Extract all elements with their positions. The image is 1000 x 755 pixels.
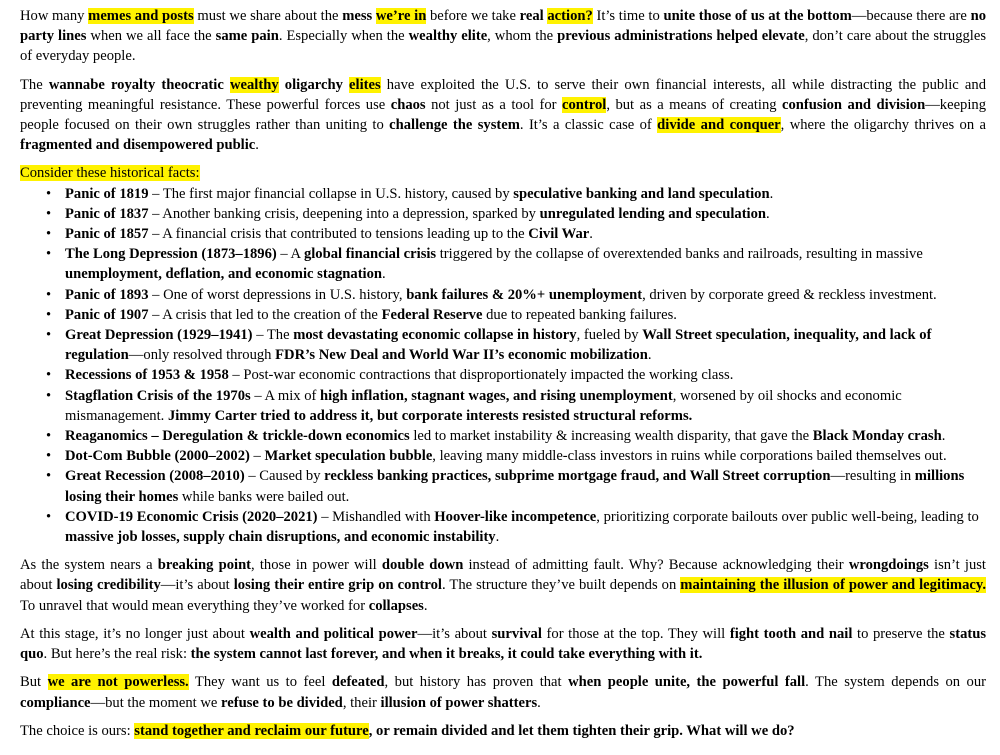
bold-phrase: Panic of 1819 — [65, 185, 149, 202]
historical-facts-list — [20, 184, 986, 548]
highlighted-bold-phrase: we’re in — [375, 8, 427, 24]
fact-list-item — [46, 507, 986, 547]
text-run: The — [20, 76, 49, 93]
bold-phrase: wrongdoings — [848, 557, 929, 574]
bold-phrase: The Long Depression (1873–1896) — [65, 246, 277, 263]
bold-phrase: Dot-Com Bubble (2000–2002) — [65, 448, 250, 465]
text-run: , but as a means of creating — [606, 96, 783, 113]
bold-phrase: speculative banking and land speculation — [513, 185, 770, 202]
text-run: – Mishandled with — [317, 508, 435, 525]
text-run: before we take — [426, 8, 520, 24]
bold-phrase: Reaganomics – Deregulation & trickle-down economics — [65, 428, 410, 445]
fact-list-item — [46, 386, 986, 426]
paragraph-p6 — [20, 721, 986, 741]
text-run: – Caused by — [244, 468, 325, 485]
text-run: . — [766, 205, 770, 222]
bold-phrase: same pain — [215, 28, 279, 45]
text-run: , those in power will — [251, 557, 382, 574]
text-run: when we all face the — [86, 28, 216, 45]
bold-phrase: FDR’s New Deal and World War II’s economic mobilization — [275, 347, 648, 364]
text-run: . It’s a classic case of — [519, 117, 658, 134]
text-run: due to repeated banking failures. — [482, 306, 677, 323]
text-run: . — [382, 266, 386, 283]
text-run: . The structure they’ve built depends on — [441, 577, 681, 594]
bold-phrase: Recessions of 1953 & 1958 — [65, 367, 229, 384]
text-run: —only resolved through — [128, 347, 276, 364]
bullet-icon: • — [46, 205, 52, 222]
text-run: —but the moment we — [90, 694, 222, 711]
text-run: The choice is ours: — [20, 722, 135, 739]
bold-phrase: unregulated lending and speculation — [539, 205, 767, 222]
document-body — [20, 6, 986, 749]
bold-phrase: Panic of 1893 — [65, 286, 149, 303]
text-run: – A — [276, 246, 304, 263]
text-run: , but history has proven that — [384, 674, 569, 691]
text-run: have exploited the U.S. to serve their own financial interests, all while distracting the public and preventing meaningful resistance. These powerful forces use — [20, 76, 986, 113]
bold-phrase: Great Recession (2008–2010) — [65, 468, 245, 485]
text-run: , driven by corporate greed & reckless investment. — [642, 286, 937, 303]
bold-phrase: Wall Street speculation, inequality, and lack of regulation — [65, 327, 932, 364]
highlighted-bold-phrase: we are not powerless. — [47, 674, 189, 691]
bold-phrase: no party lines — [20, 8, 986, 45]
bold-phrase: unemployment, deflation, and economic stagnation — [65, 266, 383, 283]
text-run: At this stage, it’s no longer just about — [20, 625, 250, 642]
bullet-icon: • — [46, 468, 52, 485]
text-run: . — [589, 226, 593, 243]
text-run: , fueled by — [576, 327, 643, 344]
facts-heading — [20, 163, 986, 183]
bullet-icon: • — [46, 367, 52, 384]
bold-phrase: previous administrations helped elevate — [557, 28, 805, 45]
bold-phrase: collapses — [368, 597, 424, 614]
text-run: to preserve the — [852, 625, 950, 642]
bold-phrase: breaking point — [157, 557, 252, 574]
fact-list-item — [46, 325, 986, 365]
text-run: . — [769, 185, 774, 202]
bold-phrase: Federal Reserve — [381, 306, 483, 323]
text-run: for those at the top. They will — [541, 625, 730, 642]
text-run: As the system nears a — [20, 557, 158, 574]
bullet-icon: • — [46, 246, 52, 263]
text-run: – The first major financial collapse in U.S. history, caused by — [148, 185, 514, 202]
text-run: , leaving many middle-class investors in ruins while corporations bailed themselves out. — [432, 448, 947, 465]
bold-phrase: mess — [342, 8, 373, 24]
bullet-icon: • — [46, 226, 52, 243]
fact-list-item — [46, 184, 986, 204]
bold-phrase: status quo — [20, 625, 987, 663]
bold-phrase: COVID-19 Economic Crisis (2020–2021) — [65, 508, 318, 525]
text-run: It’s time to — [592, 8, 664, 24]
text-run: isn’t just about — [20, 557, 986, 594]
bold-phrase: Market speculation bubble — [264, 448, 433, 465]
bold-phrase: confusion and division — [782, 96, 926, 113]
closing-paragraphs — [20, 555, 986, 741]
bold-phrase: survival — [491, 625, 542, 642]
bold-phrase: when people unite, the powerful fall — [568, 674, 806, 691]
fact-list-item — [46, 224, 986, 244]
fact-list-item — [46, 305, 986, 325]
intro-paragraphs — [20, 6, 986, 155]
paragraph-p5 — [20, 672, 986, 712]
highlighted-bold-phrase: maintaining the illusion of power and legitimacy. — [680, 577, 987, 594]
bold-phrase: Panic of 1857 — [65, 226, 149, 243]
text-run: – One of worst depressions in U.S. history, — [148, 286, 407, 303]
text-run: – A mix of — [250, 387, 320, 404]
bold-phrase: wealth and political power — [249, 625, 418, 642]
bullet-icon: • — [46, 508, 52, 525]
bold-phrase: Hoover-like incompetence — [434, 508, 597, 525]
text-run: . — [537, 694, 541, 711]
bold-phrase: double down — [381, 557, 464, 574]
bold-phrase: refuse to be divided — [221, 694, 343, 711]
text-run: They want us to feel — [188, 674, 332, 691]
bold-phrase: Great Depression (1929–1941) — [65, 327, 253, 344]
bullet-icon: • — [46, 448, 52, 465]
text-run: But — [20, 674, 48, 691]
text-run: —it’s about — [417, 625, 492, 642]
text-run: – The — [252, 327, 294, 344]
bold-phrase: Civil War — [528, 226, 590, 243]
text-run: , don’t care about the struggles of everyday people. — [20, 28, 987, 65]
paragraph-p1 — [20, 6, 986, 67]
fact-list-item — [46, 466, 986, 506]
text-run: – A financial crisis that contributed to tensions leading up to the — [148, 226, 529, 243]
bullet-icon: • — [46, 306, 52, 323]
bullet-icon: • — [46, 387, 52, 404]
paragraph-p4 — [20, 624, 986, 664]
text-run: To unravel that would mean everything they’ve worked for — [20, 597, 369, 614]
bold-phrase: bank failures & 20%+ unemployment — [406, 286, 643, 303]
text-run: —keeping people focused on their own struggles rather than uniting to — [20, 96, 986, 134]
paragraph-p2 — [20, 75, 986, 156]
bold-phrase: compliance — [20, 694, 91, 711]
bold-phrase: challenge the system — [389, 117, 520, 134]
highlighted-bold-phrase: divide and conquer — [657, 117, 781, 134]
text-run: —resulting in — [830, 468, 915, 485]
bold-phrase: , or remain divided and let them tighten their grip. What will we do? — [368, 722, 795, 739]
text-run: while banks were bailed out. — [178, 488, 350, 505]
text-run: —it’s about — [160, 577, 234, 594]
highlighted-bold-phrase: memes and posts — [88, 8, 194, 24]
bold-phrase: most devastating economic collapse in history — [293, 327, 577, 344]
text-run: —because there are — [851, 8, 971, 24]
text-run: – Another banking crisis, deepening into a depression, sparked by — [148, 205, 540, 222]
bold-phrase: reckless banking practices, subprime mortgage fraud, and Wall Street corruption — [324, 468, 831, 485]
fact-list-item — [46, 244, 986, 284]
text-run: . But here’s the real risk: — [43, 646, 191, 663]
bold-phrase: unite those of us at the bottom — [663, 8, 852, 24]
text-run: – Post-war economic contractions that disproportionately impacted the working class. — [228, 367, 734, 384]
bold-phrase: wealthy elite — [408, 28, 488, 45]
fact-list-item — [46, 365, 986, 385]
bold-phrase: massive job losses, supply chain disruptions, and economic instability — [65, 529, 496, 546]
bold-phrase: chaos — [390, 96, 426, 113]
text-run: , their — [342, 694, 381, 711]
text-run: , where the oligarchy thrives on a — [780, 117, 986, 134]
text-run: . — [941, 428, 946, 445]
text-run: . Especially when the — [278, 28, 409, 45]
text-run: not just as a tool for — [425, 96, 563, 113]
text-run: triggered by the collapse of overextended banks and railroads, resulting in massive — [436, 246, 923, 263]
highlighted-bold-phrase: wealthy — [229, 76, 279, 93]
bold-phrase: Black Monday crash — [812, 428, 942, 445]
text-run: – A crisis that led to the creation of the — [148, 306, 382, 323]
facts-heading-text: Consider these historical facts: — [20, 165, 200, 182]
bold-phrase: losing their entire grip on control — [233, 577, 442, 594]
text-run: . — [255, 137, 259, 154]
bold-phrase: wannabe royalty theocratic — [48, 76, 224, 93]
bold-phrase: oligarchy — [284, 76, 343, 93]
bold-phrase: losing credibility — [56, 577, 161, 594]
bold-phrase: fragmented and disempowered public — [20, 137, 256, 154]
bold-phrase: global financial crisis — [303, 246, 437, 263]
paragraph-p3 — [20, 555, 986, 616]
text-run: . — [495, 529, 500, 546]
text-run: How many — [20, 8, 89, 24]
text-run: , prioritizing corporate bailouts over public well-being, leading to — [596, 508, 979, 525]
text-run: , whom the — [487, 28, 558, 45]
text-run: . The system depends on our — [805, 674, 987, 691]
text-run: , worsened by oil shocks and economic mismanagement. — [65, 387, 902, 424]
bullet-icon: • — [46, 286, 52, 303]
bold-phrase: Panic of 1837 — [65, 205, 149, 222]
bold-phrase: millions losing their homes — [65, 468, 965, 505]
highlighted-bold-phrase: stand together and reclaim our future — [134, 722, 369, 739]
bold-phrase: illusion of power shatters — [380, 694, 538, 711]
fact-list-item — [46, 426, 986, 446]
text-run: must we share about the — [193, 8, 343, 24]
bullet-icon: • — [46, 185, 52, 202]
highlighted-bold-phrase: elites — [349, 76, 381, 93]
highlighted-bold-phrase: control — [562, 96, 607, 113]
text-run: – — [249, 448, 265, 465]
bold-phrase: Panic of 1907 — [65, 306, 149, 323]
bold-phrase: fight tooth and nail — [729, 625, 853, 642]
bold-phrase: real — [519, 8, 544, 24]
fact-list-item — [46, 204, 986, 224]
fact-list-item — [46, 285, 986, 305]
fact-list-item — [46, 446, 986, 466]
text-run: led to market instability & increasing wealth disparity, that gave the — [409, 428, 813, 445]
bold-phrase: Stagflation Crisis of the 1970s — [65, 387, 251, 404]
text-run: instead of admitting fault. Why? Because acknowledging their — [463, 557, 849, 574]
highlighted-bold-phrase: action? — [547, 8, 593, 24]
bullet-icon: • — [46, 428, 52, 445]
bold-phrase: defeated — [331, 674, 385, 691]
text-run: . — [423, 597, 428, 614]
bold-phrase: Jimmy Carter tried to address it, but corporate interests resisted structural reforms. — [167, 407, 693, 424]
bold-phrase: high inflation, stagnant wages, and rising unemployment — [320, 387, 673, 404]
bold-phrase: the system cannot last forever, and when it breaks, it could take everything with it. — [190, 646, 703, 663]
text-run: . — [647, 347, 652, 364]
bullet-icon: • — [46, 327, 52, 344]
